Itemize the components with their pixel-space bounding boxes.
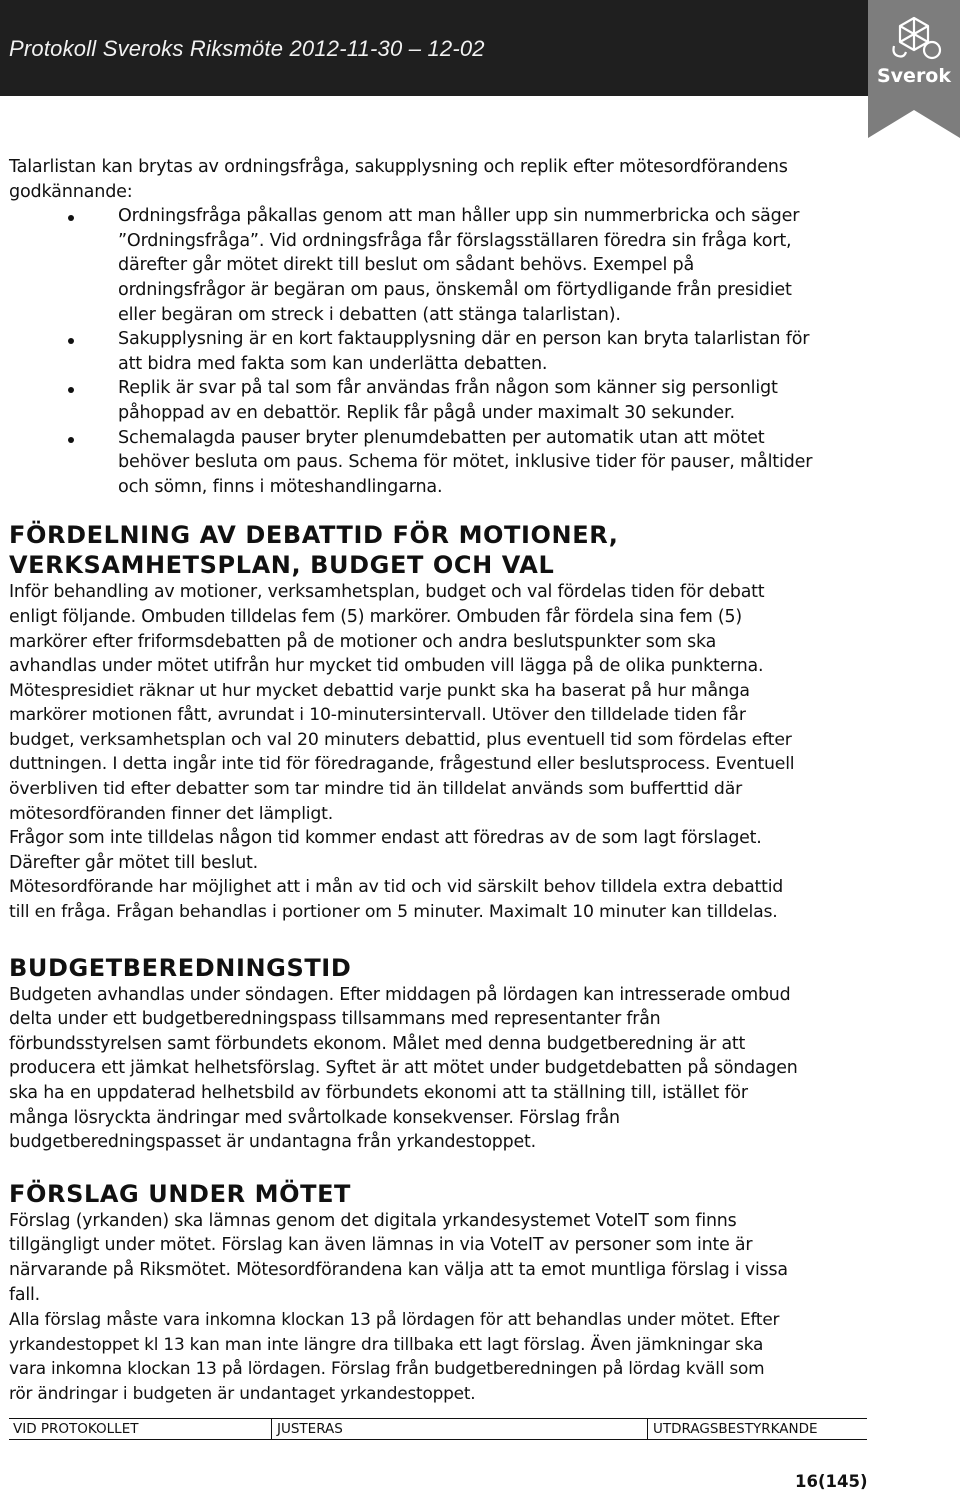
heading-line: VERKSAMHETSPLAN, BUDGET OCH VAL	[9, 551, 555, 580]
text-line: förbundsstyrelsen samt förbundets ekonom. Målet med denna budgetberedning är att	[9, 1033, 746, 1054]
text-line: ska ha en uppdaterad helhetsbild av förbundets ekonomi att ta ställning till, istället för	[9, 1083, 748, 1103]
text-line: delta under ett budgetberedningspass tillsammans med representanter från	[9, 1009, 661, 1030]
budget-paragraph	[9, 983, 859, 1155]
text-line: till en fråga. Frågan behandlas i portioner om 5 minuter. Maximalt 10 minuter kan tilldelas.	[9, 902, 778, 923]
bullet-line: Schemalagda pauser bryter plenumdebatten per automatik utan att mötet	[118, 427, 765, 448]
text-line: enligt följande. Ombuden tilldelas fem (5) markörer. Ombuden får fördela sina fem (5)	[9, 606, 742, 627]
proposals-paragraph	[9, 1307, 859, 1405]
bullet-line: därefter går mötet direkt till beslut om sådant behövs. Exempel på	[118, 255, 695, 276]
text-line: producera ett jämkat helhetsförslag. Syftet är att mötet under budgetdebatten på söndagen	[9, 1058, 798, 1079]
text-line: Därefter går mötet till beslut.	[9, 852, 258, 873]
debate-paragraph	[9, 875, 859, 924]
section-heading-budget: BUDGETBEREDNINGSTID	[9, 953, 352, 982]
list-item	[9, 327, 859, 376]
text-line: överbliven tid efter debatter som tar mindre tid än tilldelat används som bufferttid där	[9, 779, 742, 800]
text-line: Mötesordförande har möjlighet att i mån av tid och vid särskilt behov tilldela extra debattid	[9, 877, 784, 898]
list-item	[9, 204, 859, 327]
text-line: tillgängligt under mötet. Förslag kan även lämnas in via VoteIT av personer som inte är	[9, 1235, 753, 1256]
text-line: närvarande på Riksmötet. Mötesordförandena kan välja att ta emot muntliga förslag i vissa	[9, 1259, 788, 1280]
text-line: Frågor som inte tilldelas någon tid kommer endast att föredras av de som lagt förslaget.	[9, 828, 762, 849]
page-number: 16(145)	[795, 1472, 868, 1491]
heading-line: FÖRDELNING AV DEBATTID FÖR MOTIONER,	[9, 521, 619, 550]
text-line: Mötespresidiet räknar ut hur mycket debattid varje punkt ska ha baserat på hur många	[9, 680, 750, 701]
debate-paragraph	[9, 679, 859, 827]
bullet-line: eller begäran om streck i debatten (att stänga talarlistan).	[118, 304, 621, 325]
bullet-line: Ordningsfråga påkallas genom att man håller upp sin nummerbricka och säger	[118, 206, 800, 227]
text-line: markörer motionen fått, avrundat i 10-minutersintervall. Utöver den tilldelade tiden får	[9, 705, 746, 726]
page-header	[0, 0, 960, 96]
text-line: mötesordföranden finner det lämpligt.	[9, 803, 334, 824]
intro-paragraph: Talarlistan kan brytas av ordningsfråga, sakupplysning och replik efter mötesordförandens godkännande:	[9, 157, 788, 202]
text-line: Budgeten avhandlas under söndagen. Efter middagen på lördagen kan intresserade ombud	[9, 984, 791, 1005]
text-line: budgetberedningspasset är undantagna från yrkandestoppet.	[9, 1132, 536, 1153]
text-line: rör ändringar i budgeten är undantaget yrkandestoppet.	[9, 1382, 476, 1403]
bullet-line: behöver besluta om paus. Schema för mötet, inklusive tider för pauser, måltider	[118, 452, 813, 473]
list-item	[9, 376, 859, 425]
logo-text: Sverok	[876, 65, 952, 87]
bullet-line: Replik är svar på tal som får användas från någon som känner sig personligt	[118, 378, 778, 399]
text-line: yrkandestoppet kl 13 kan man inte längre dra tillbaka ett lagt förslag. Även jämkningar ska	[9, 1333, 764, 1354]
text-line: fall.	[9, 1284, 40, 1305]
list-item	[9, 426, 859, 500]
bullet-line: påhoppad av en debattör. Replik får pågå under maximalt 30 sekunder.	[118, 402, 735, 423]
footer-label-extract: UTDRAGSBESTYRKANDE	[653, 1421, 818, 1437]
footer-label-verify: JUSTERAS	[277, 1421, 343, 1437]
text-line: Alla förslag måste vara inkomna klockan 13 på lördagen för att behandlas under mötet. Efter	[9, 1309, 780, 1330]
document-title: Protokoll Sveroks Riksmöte 2012-11-30 – 12-02	[9, 36, 485, 61]
signature-footer	[9, 1418, 867, 1440]
text-line: många lösryckta ändringar med svårtolkade konsekvenser. Förslag från	[9, 1107, 620, 1128]
section-heading-proposals: FÖRSLAG UNDER MÖTET	[9, 1179, 352, 1208]
proposals-paragraph	[9, 1209, 859, 1307]
bullet-list	[9, 204, 859, 499]
text-line: Förslag (yrkanden) ska lämnas genom det digitala yrkandesystemet VoteIT som finns	[9, 1210, 737, 1231]
text-line: markörer efter friformsdebatten på de motioner och andra beslutspunkter som ska	[9, 631, 717, 652]
footer-divider	[271, 1419, 272, 1439]
text-line: budget, verksamhetsplan och val 20 minuters debattid, plus eventuell tid som fördelas efter	[9, 729, 792, 750]
text-line: vara inkomna klockan 13 på lördagen. Förslag från budgetberedningen på lördag kväll som	[9, 1358, 765, 1379]
footer-label-protocol: VID PROTOKOLLET	[13, 1421, 139, 1437]
debate-paragraph	[9, 826, 859, 875]
text-line: Inför behandling av motioner, verksamhetsplan, budget och val fördelas tiden för debatt	[9, 582, 765, 603]
sverok-logo	[868, 0, 960, 138]
footer-divider	[647, 1419, 648, 1439]
sverok-logo-icon	[868, 0, 960, 138]
debate-paragraph	[9, 580, 859, 678]
text-line: avhandlas under mötet utifrån hur mycket tid ombuden vill lägga på de olika punkterna.	[9, 656, 764, 677]
bullet-line: att bidra med fakta som kan underlätta debatten.	[118, 353, 548, 374]
bullet-line: ”Ordningsfråga”. Vid ordningsfråga får förslagsställaren föredra sin fråga kort,	[118, 230, 792, 251]
section-heading-debate	[9, 520, 859, 580]
bullet-line: Sakupplysning är en kort faktaupplysning där en person kan bryta talarlistan för	[118, 329, 810, 350]
page-content	[9, 155, 859, 1406]
bullet-line: och sömn, finns i möteshandlingarna.	[118, 476, 443, 497]
bullet-line: ordningsfrågor är begäran om paus, önskemål om förtydligande från presidiet	[118, 279, 792, 300]
text-line: duttningen. I detta ingår inte tid för föredragande, frågestund eller beslutsprocess. Eventuell	[9, 754, 795, 775]
